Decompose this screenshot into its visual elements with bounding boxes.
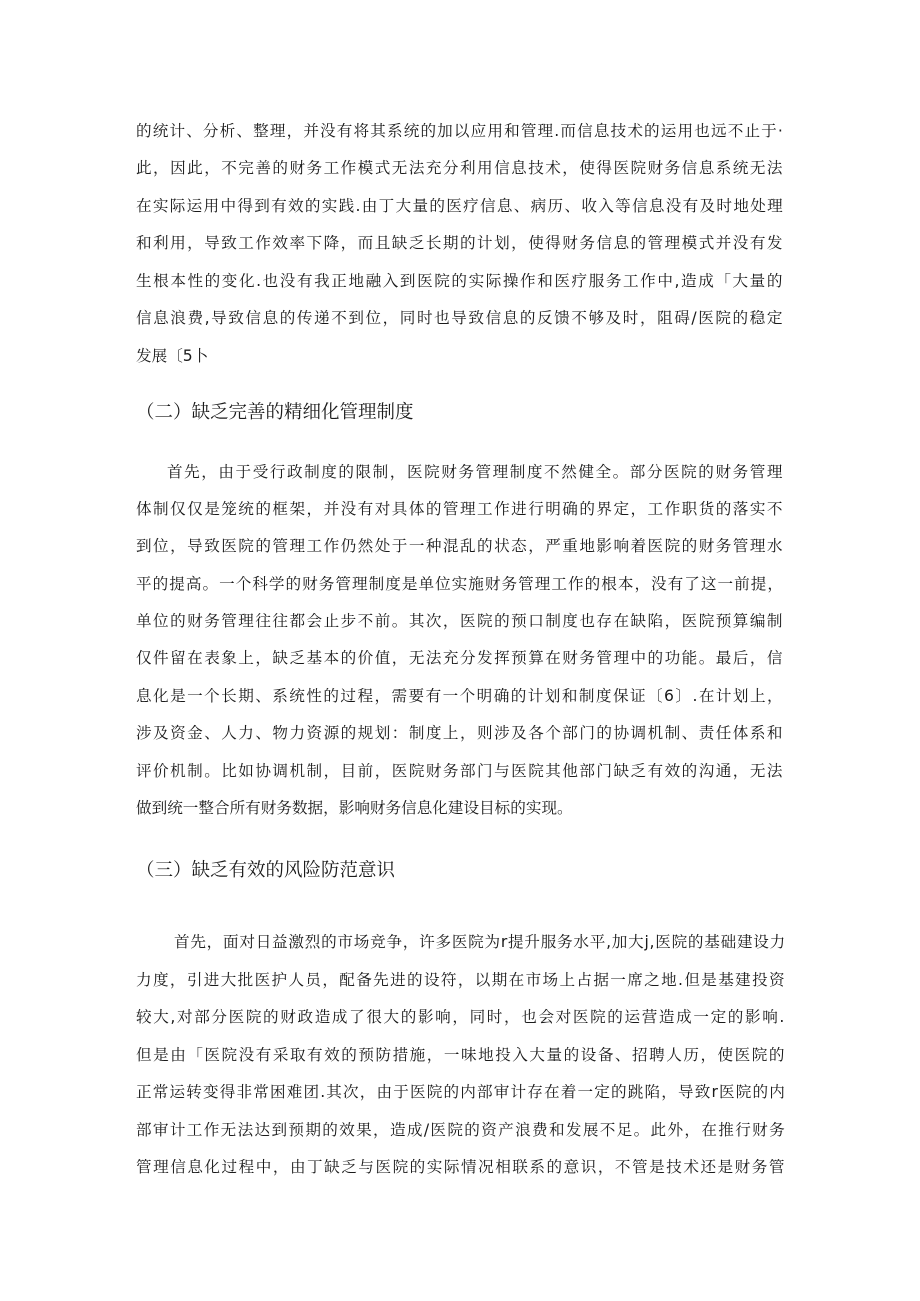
text-line: 到位，导致医院的管理工作仍然处于一种混乱的状态，严重地影响着医院的财务管理水 — [136, 537, 784, 555]
text-line: 部审计工作无法达到预期的效果，造成/医院的资产浪费和发展不足。此外，在推行财务 — [136, 1121, 786, 1139]
section-heading-3: （三）缺乏有效的风险防范意识 — [136, 860, 396, 881]
text-line: 在实际运用中得到有效的实践.由丁大量的医疗信息、病历、收入等信息没有及时地处理 — [136, 197, 784, 215]
text-line: 涉及资金、人力、物力资源的规划：制度上，则涉及各个部门的协调机制、责任体系和 — [136, 724, 784, 742]
text-line: 管理信息化过程中，由丁缺乏与医院的实际情况相联系的意识，不管是技术还是财务管 — [136, 1158, 786, 1176]
section-heading-2: （二）缺乏完善的精细化管理制度 — [136, 402, 414, 423]
text-line: 做到统一整合所有财务数据，影响财务信息化建设目标的实现。 — [136, 799, 573, 817]
text-line: 平的提高。一个科学的财务管理制度是单位实施财务管理工作的根本，没有了这一前提， — [136, 575, 784, 593]
text-line: 和利用，导致工作效率下降，而且缺乏长期的计划，使得财务信息的管理模式并没有发 — [136, 234, 784, 252]
text-line: 单位的财务管理往往都会止步不前。其次，医院的预口制度也存在缺陷，医院预算编制 — [136, 612, 784, 630]
text-line: 但是由「医院没有采取有效的预防措施，一味地投入大量的设备、招聘人历，使医院的 — [136, 1046, 786, 1064]
text-line: 生根本性的变化.也没有我正地融入到医院的实际操作和医疗服务工作中,造成「大量的 — [136, 272, 784, 290]
text-line: 此，因此，不完善的财务工作模式无法充分利用信息技术，使得医院财务信息系统无法 — [136, 159, 784, 177]
text-line: 发展〔5卜 — [136, 347, 209, 365]
text-line: 首先，由于受行政制度的限制，医院财务管理制度不然健全。部分医院的财务管理 — [167, 463, 784, 481]
text-line: 首先，面对日益激烈的市场竞争，许多医院为r提升服务水平,加大j,医院的基础建设力 — [174, 933, 786, 951]
text-line: 较大,对部分医院的财政造成了很大的影响，同时，也会对医院的运营造成一定的影响. — [136, 1008, 786, 1026]
text-line: 正常运转变得非常困难团.其次，由于医院的内部审计存在着一定的跳陷，导致r医院的内 — [136, 1083, 787, 1101]
text-line: 息化是一个长期、系统性的过程，需要有一个明确的计划和制度保证〔6〕.在计划上， — [136, 687, 785, 705]
text-line: 仅件留在表象上，缺乏基本的价值，无法充分发挥预算在财务管理中的功能。最后，信 — [136, 649, 784, 667]
text-line: 信息浪费,导致信息的传递不到位，同时也导致信息的反馈不够及时，阻碍/医院的稳定 — [136, 309, 784, 327]
text-line: 的统计、分析、整理，并没有将其系统的加以应用和管理.而信息技术的运用也远不止于· — [136, 122, 784, 140]
text-line: 评价机制。比如协调机制，目前，医院财务部门与医院其他部门缺乏有效的沟通，无法 — [136, 762, 784, 780]
text-line: 体制仅仅是笼统的框架，并没有对具体的管理工作进行明确的界定，工作职货的落实不 — [136, 500, 784, 518]
text-line: 力度，引进大批医护人员，配备先进的设符，以期在市场上占据一席之地.但是基建投资 — [136, 971, 786, 989]
